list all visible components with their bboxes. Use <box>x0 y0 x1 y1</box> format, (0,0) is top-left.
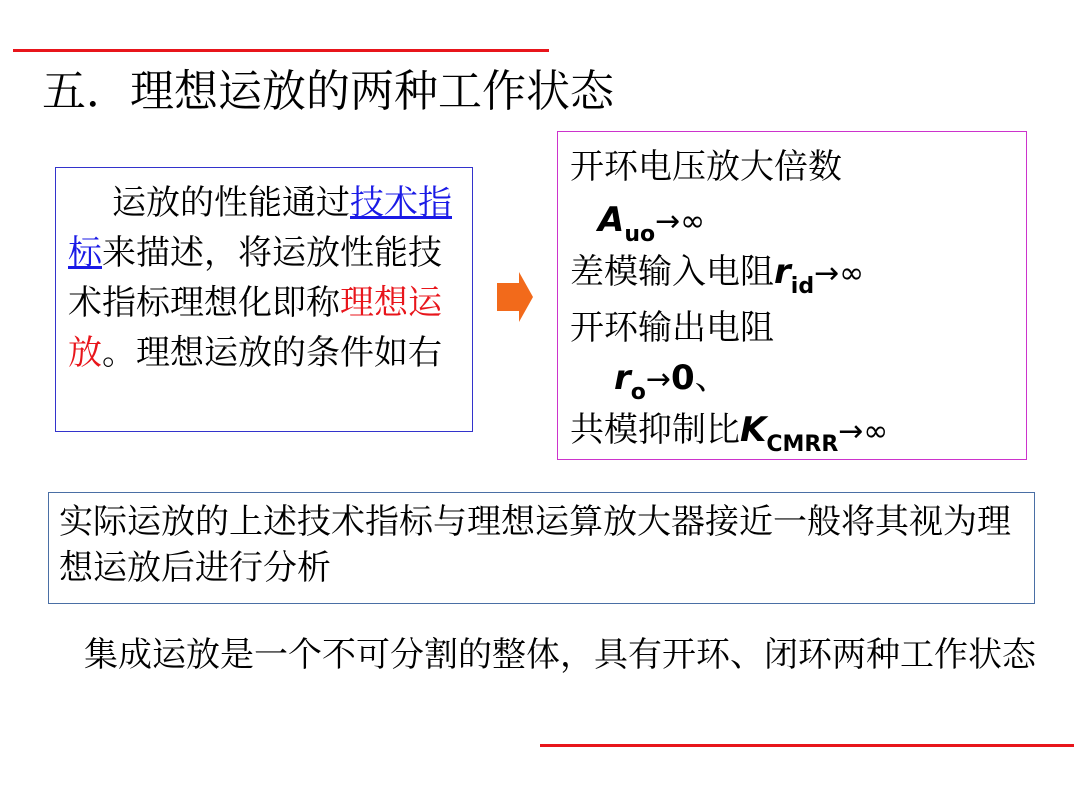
slide-title: 五．理想运放的两种工作状态 <box>42 66 614 117</box>
closing-paragraph <box>58 630 1048 680</box>
right-arrow-icon <box>497 272 533 322</box>
ideal-opamp-highlight: 理想运放 <box>68 283 442 373</box>
summary-box <box>48 492 1035 604</box>
output-resistance-separator: 、 <box>694 358 729 398</box>
input-resistance-symbol: r <box>774 252 791 292</box>
cmrr-symbol: K <box>740 410 767 450</box>
condition-output-resistance-formula <box>614 358 729 403</box>
gain-arrow: → <box>655 204 681 239</box>
input-resistance-subscript: id <box>790 274 815 299</box>
bottom-accent-line <box>540 744 1074 747</box>
condition-output-resistance-label: 开环输出电阻 <box>570 308 774 348</box>
gain-symbol: A <box>598 200 625 240</box>
output-resistance-arrow: → <box>645 362 672 397</box>
gain-value: ∞ <box>680 204 706 239</box>
output-resistance-symbol: r <box>614 358 631 398</box>
cmrr-arrow: → <box>838 414 864 449</box>
input-resistance-label: 差模输入电阻 <box>570 252 774 292</box>
condition-gain-label: 开环电压放大倍数 <box>570 147 842 187</box>
condition-gain-formula <box>598 200 705 245</box>
cmrr-subscript: CMRR <box>766 432 839 457</box>
cmrr-value: ∞ <box>863 414 889 449</box>
definition-box <box>55 167 473 432</box>
condition-input-resistance <box>570 252 864 297</box>
definition-text-1: 运放的性能通过 <box>112 183 350 223</box>
summary-text: 实际运放的上述技术指标与理想运算放大器接近一般将其视为理想运放后进行分析 <box>59 502 1011 588</box>
closing-text: 集成运放是一个不可分割的整体，具有开环、闭环两种工作状态 <box>84 635 1036 675</box>
top-accent-line <box>13 49 549 52</box>
cmrr-label: 共模抑制比 <box>570 410 740 450</box>
input-resistance-arrow: → <box>814 256 840 291</box>
input-resistance-value: ∞ <box>839 256 865 291</box>
gain-subscript: uo <box>624 222 656 247</box>
tech-spec-link[interactable]: 技术指标 <box>68 183 452 273</box>
output-resistance-subscript: o <box>630 380 646 405</box>
output-resistance-value: 0 <box>671 358 695 398</box>
conditions-box <box>557 131 1027 460</box>
definition-text-2: 来描述，将运放性能技术指标理想化即称 <box>68 233 442 323</box>
definition-text-3: 。理想运放的条件如右 <box>102 333 442 373</box>
condition-cmrr <box>570 410 888 455</box>
